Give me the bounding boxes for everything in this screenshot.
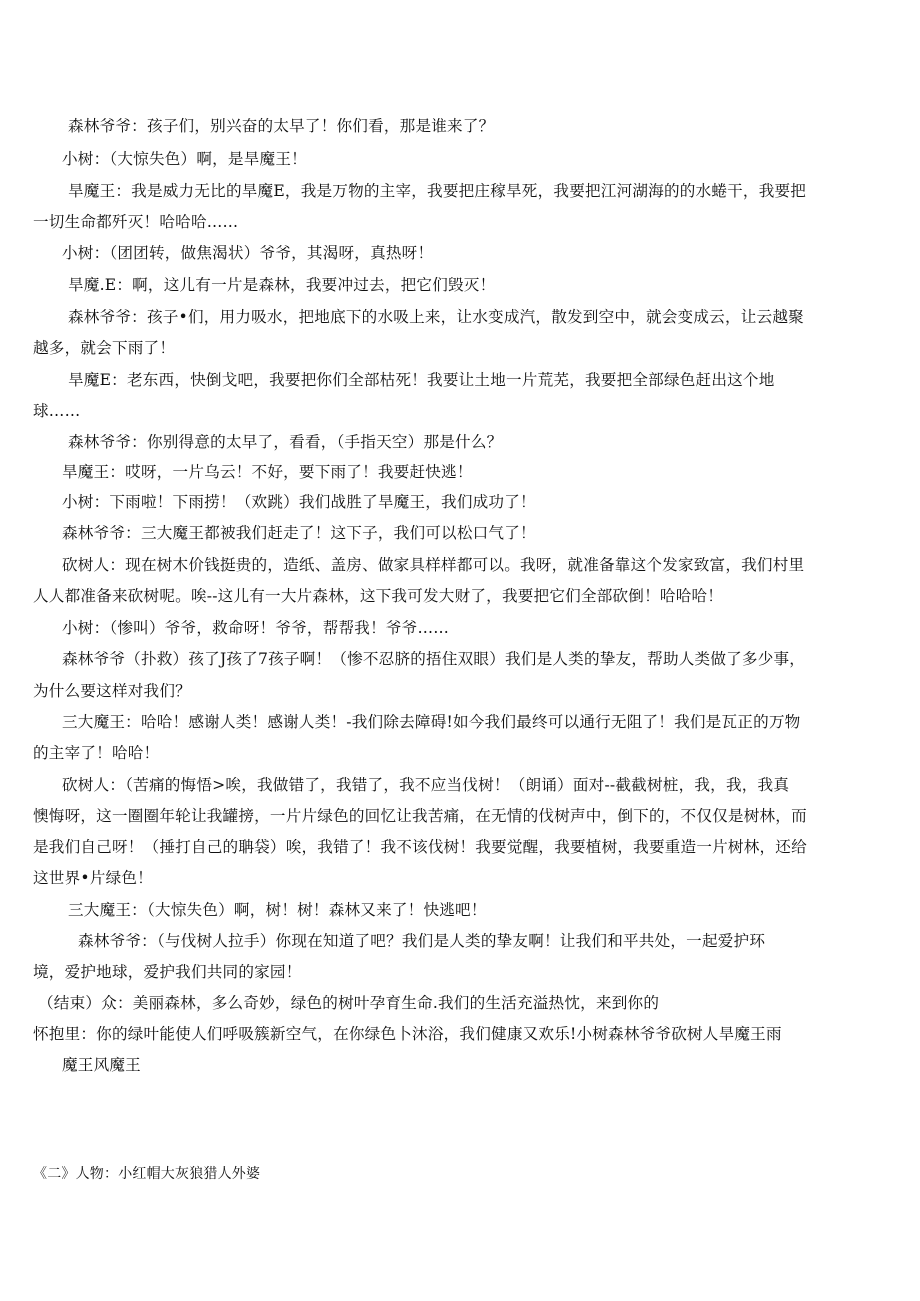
text-line: 小树：下雨啦！下雨捞！（欢跳）我们战胜了旱魔王，我们成功了！: [62, 493, 536, 511]
text-line: 是我们自己呀！（捶打自己的聃袋）唉，我错了！我不该伐树！我要觉醒，我要植树，我要重造一片树林，还给: [33, 838, 807, 856]
text-line: 森林爷爷（扑救）孩了J孩了7孩子啊！（惨不忍脐的捂住双眼）我们是人类的挚友，帮助人类做了多少事，: [62, 650, 806, 668]
text-line: 怀抱里：你的绿叶能使人们呼吸簇新空气，在你绿色卜沐浴，我们健康又欢乐!小树森林爷爷砍树人旱魔王雨: [33, 1025, 782, 1043]
text-line: 小树：（团团转，做焦渴状）爷爷，其渴呀，真热呀！: [62, 244, 434, 262]
text-line: 砍树人：现在树木价钱挺贵的，造纸、盖房、做家具样样都可以。我呀，就准备靠这个发家致富，我们村里: [62, 556, 805, 574]
text-line: 一切生命都歼灭！哈哈哈……: [33, 213, 239, 231]
text-line: 森林爷爷：三大魔王都被我们赶走了！这下子，我们可以松口气了！: [62, 524, 536, 542]
text-line: 森林爷爷：你别得意的太早了，看看，（手指天空）那是什么？: [68, 433, 503, 451]
text-line: 小树：（惨叫）爷爷，救命呀！爷爷，帮帮我！爷爷……: [62, 619, 450, 637]
text-line: 砍树人：（苦痛的悔悟>唉，我做错了，我错了，我不应当伐树！（朗诵）面对--截截树桩，我，我，我真: [62, 776, 790, 794]
text-line: 小树：（大惊失色）啊，是旱魔王！: [62, 150, 307, 168]
text-line: 越多，就会下雨了！: [33, 339, 176, 357]
text-line: 森林爷爷：孩子•们，用力吸水，把地底下的水吸上来，让水变成汽，散发到空中，就会变成云，让云越聚: [68, 308, 804, 326]
text-line: 旱魔.E：啊，这儿有一片是森林，我要冲过去，把它们毁灭！: [68, 276, 496, 294]
text-line: 这世界•片绿色！: [33, 869, 153, 887]
text-line: 三大魔王：（大惊失色）啊，树！树！森林又来了！快逃吧！: [68, 901, 487, 919]
text-line: （结束）众：美丽森林，多么奇妙，绿色的树叶孕育生命.我们的生活充溢热忱，来到你的: [38, 994, 660, 1012]
text-line: 森林爷爷：孩子们，别兴奋的太早了！你们看，那是谁来了？: [68, 117, 495, 135]
text-line: 的主宰了！哈哈！: [33, 744, 160, 762]
text-line: 人人都准备来砍树呢。唉--这儿有一大片森林，这下我可发大财了，我要把它们全部砍倒！哈哈哈！: [33, 587, 724, 605]
text-line: 旱魔王：哎呀，一片乌云！不好，要下雨了！我要赶快逃！: [62, 463, 473, 481]
section-heading: 《二》人物：小红帽大灰狼猎人外婆: [33, 1166, 261, 1182]
text-line: 为什么要这样对我们？: [33, 682, 191, 700]
text-line: 懊悔呀，这一圈圈年轮让我罐搒，一片片绿色的回忆让我苦痛，在无情的伐树声中，倒下的，不仅仅是树林，而: [33, 807, 807, 825]
text-line: 旱魔王：我是威力无比的旱魔E，我是万物的主宰，我要把庄稼旱死，我要把江河湖海的的水蜷干，我要把: [68, 182, 807, 200]
text-line: 魔王风魔王: [62, 1056, 141, 1074]
text-line: 三大魔王：哈哈！感谢人类！感谢人类！-我们除去障碍!如今我们最终可以通行无阻了！我们是瓦正的万物: [62, 713, 801, 731]
text-line: 球……: [33, 402, 81, 420]
text-line: 森林爷爷：（与伐树人拉手）你现在知道了吧？我们是人类的挚友啊！让我们和平共处，一起爱护环: [78, 932, 766, 950]
text-line: 旱魔E：老东西，快倒戈吧，我要把你们全部枯死！我要让土地一片荒芜，我要把全部绿色赶出这个地: [68, 371, 775, 389]
text-line: 境，爱护地球，爱护我们共同的家园！: [33, 963, 302, 981]
